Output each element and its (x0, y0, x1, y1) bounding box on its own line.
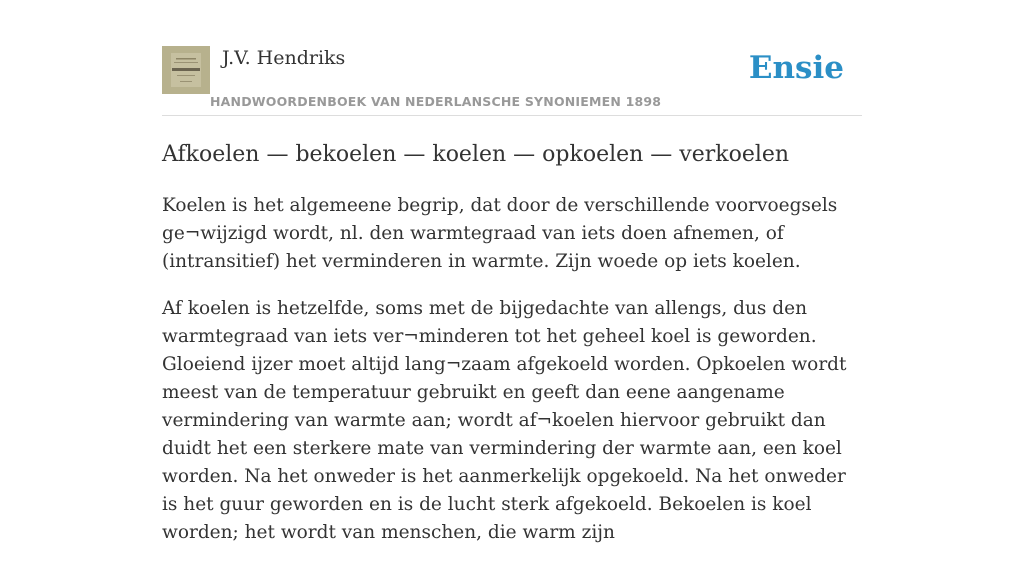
source-title[interactable]: HANDWOORDENBOEK VAN NEDERLANSCHE SYNONIEMEN 1898 (210, 94, 662, 109)
header (162, 46, 862, 116)
brand-logo[interactable]: Ensie (748, 50, 844, 86)
book-cover-icon (162, 46, 210, 94)
entry-paragraph: Koelen is het algemeene begrip, dat door de verschillende voorvoegsels ge¬wijzigd wordt, nl. den warmtegraad van iets doen afnemen, of (intransitief) het verminderen in warmte. Zijn woede op iets koelen. (162, 195, 838, 272)
author-name[interactable]: J.V. Hendriks (222, 47, 346, 69)
entry-title: Afkoelen — bekoelen — koelen — opkoelen — verkoelen (162, 142, 790, 167)
entry-paragraph: Af koelen is hetzelfde, soms met de bijgedachte van allengs, dus den warmtegraad van iets ver¬minderen tot het geheel koel is geworden. Gloeiend ijzer moet altijd lang¬zaam afgekoeld worden. Opkoelen wordt meest van de temperatuur gebruikt en geeft dan eene aangename vermindering van warmte aan; wordt af¬koelen hiervoor gebruikt dan duidt het een sterkere mate van vermindering der warmte aan, een koel worden. Na het onweder is het aanmerkelijk opgekoeld. Na het onweder is het guur geworden en is de lucht sterk afgekoeld. Bekoelen is koel worden; het wordt van menschen, die warm zijn (162, 298, 847, 543)
entry-body (162, 192, 862, 566)
divider (162, 115, 862, 116)
avatar[interactable] (162, 46, 210, 94)
